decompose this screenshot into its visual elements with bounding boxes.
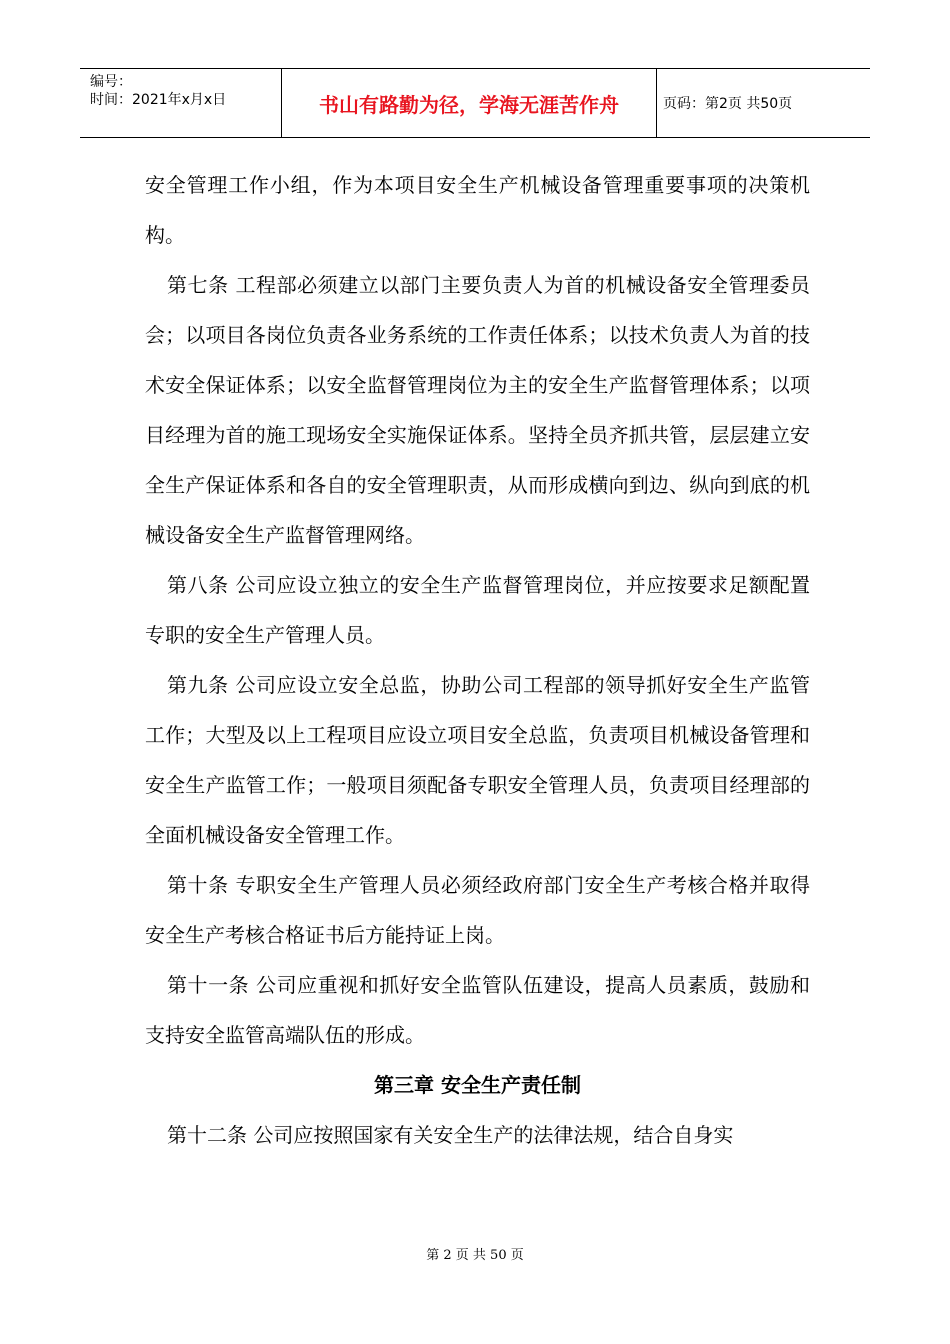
page-header: [80, 68, 870, 138]
paragraph-continued: 安全管理工作小组，作为本项目安全生产机械设备管理重要事项的决策机构。: [145, 173, 810, 247]
page-footer: 第 2 页 共 50 页: [426, 1248, 524, 1263]
header-meta: [80, 69, 282, 137]
paragraph-article-9: 第九条 公司应设立安全总监，协助公司工程部的领导抓好安全生产监管工作；大型及以上工程项目应设立项目安全总监，负责项目机械设备管理和安全生产监管工作；一般项目须配备专职安全管理人员，负责项目经理部的全面机械设备安全管理工作。: [145, 673, 810, 847]
number-label: 编号：: [90, 74, 132, 90]
paragraph-article-10: 第十条 专职安全生产管理人员必须经政府部门安全生产考核合格并取得安全生产考核合格证书后方能持证上岗。: [145, 873, 810, 947]
header-motto: 书山有路勤为径，学海无涯苦作舟: [282, 69, 657, 137]
header-page-info: 页码：第2页 共50页: [663, 96, 793, 112]
paragraph-article-11: 第十一条 公司应重视和抓好安全监管队伍建设，提高人员素质，鼓励和支持安全监管高端队伍的形成。: [145, 973, 810, 1047]
chapter-title: 第三章 安全生产责任制: [374, 1073, 581, 1097]
paragraph-article-7: 第七条 工程部必须建立以部门主要负责人为首的机械设备安全管理委员会；以项目各岗位负责各业务系统的工作责任体系；以技术负责人为首的技术安全保证体系；以安全监督管理岗位为主的安全生产监督管理体系；以项目经理为首的施工现场安全实施保证体系。坚持全员齐抓共管，层层建立安全生产保证体系和各自的安全管理职责，从而形成横向到边、纵向到底的机械设备安全生产监督管理网络。: [145, 273, 810, 547]
time-label: 时间：2021年x月x日: [90, 92, 227, 108]
paragraph-article-8: 第八条 公司应设立独立的安全生产监督管理岗位，并应按要求足额配置专职的安全生产管理人员。: [145, 573, 810, 647]
paragraph-article-12: 第十二条 公司应按照国家有关安全生产的法律法规，结合自身实: [167, 1123, 734, 1147]
document-body: [145, 160, 810, 1160]
